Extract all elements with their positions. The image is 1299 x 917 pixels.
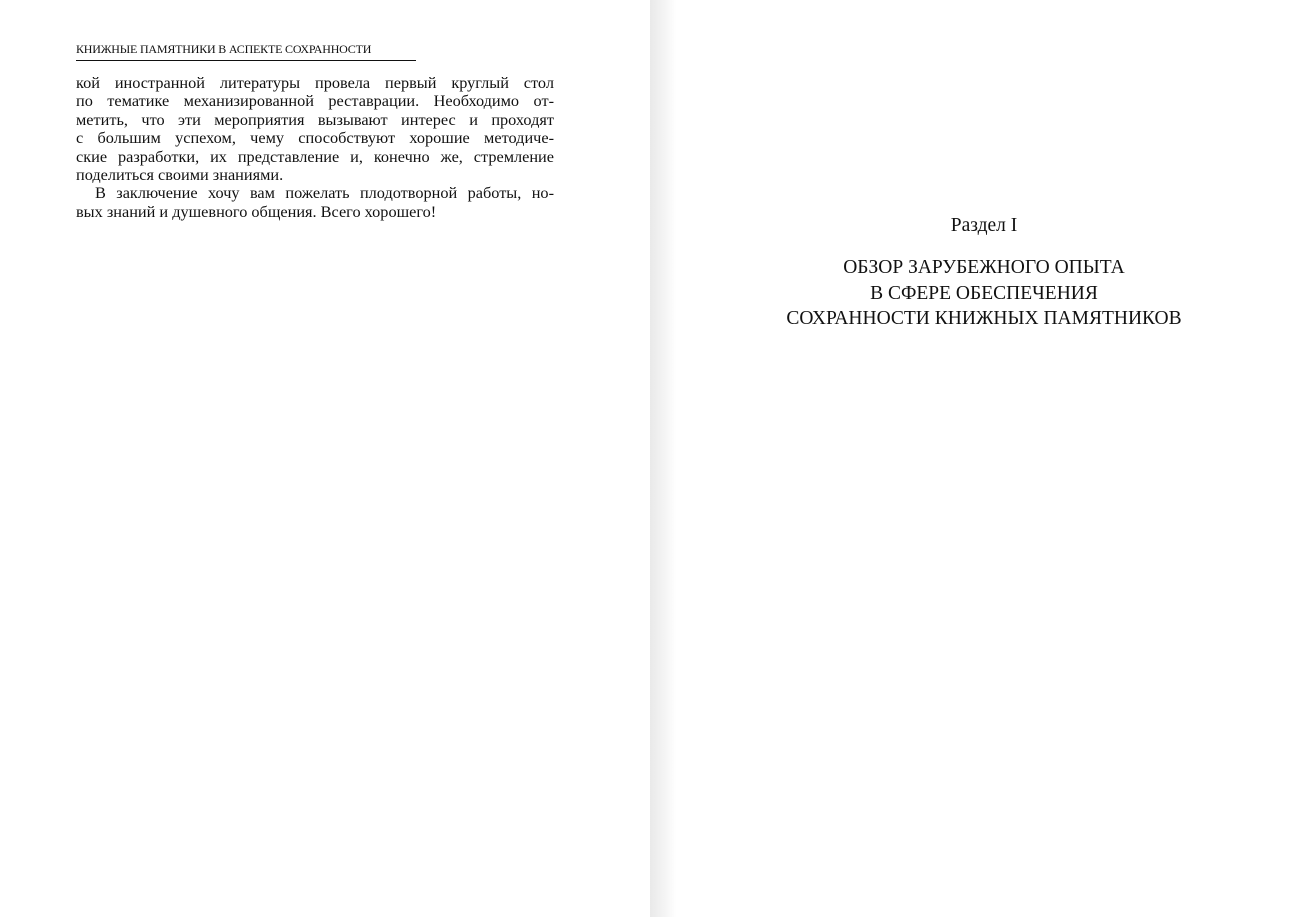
section-title-line: СОХРАННОСТИ КНИЖНЫХ ПАМЯТНИКОВ: [786, 308, 1182, 329]
text-line: по тематике механизированной реставрации. Необходимо от-: [76, 91, 554, 111]
text-line: поделиться своими знаниями.: [76, 164, 284, 184]
text-line: кой иностранной литературы провела первый круглый стол: [76, 73, 554, 92]
text-line: с большим успехом, чему способствуют хорошие методиче-: [76, 128, 554, 148]
running-head: КНИЖНЫЕ ПАМЯТНИКИ В АСПЕКТЕ СОХРАННОСТИ: [76, 42, 416, 61]
text-line: В заключение хочу вам пожелать плодотворной работы, но-: [95, 183, 554, 203]
section-title-line: В СФЕРЕ ОБЕСПЕЧЕНИЯ: [870, 282, 1098, 304]
text-line: вых знаний и душевного общения. Всего хорошего!: [76, 201, 437, 221]
page-gutter-shadow: [650, 0, 676, 917]
section-title-line: ОБЗОР ЗАРУБЕЖНОГО ОПЫТА: [843, 257, 1125, 278]
right-page: [676, 0, 1299, 917]
section-label: Раздел I: [950, 215, 1018, 236]
body-text: [76, 74, 554, 221]
text-line: ские разработки, их представление и, конечно же, стремление: [76, 146, 554, 166]
section-title: [676, 255, 1292, 332]
text-line: метить, что эти мероприятия вызывают интерес и проходят: [76, 109, 554, 129]
